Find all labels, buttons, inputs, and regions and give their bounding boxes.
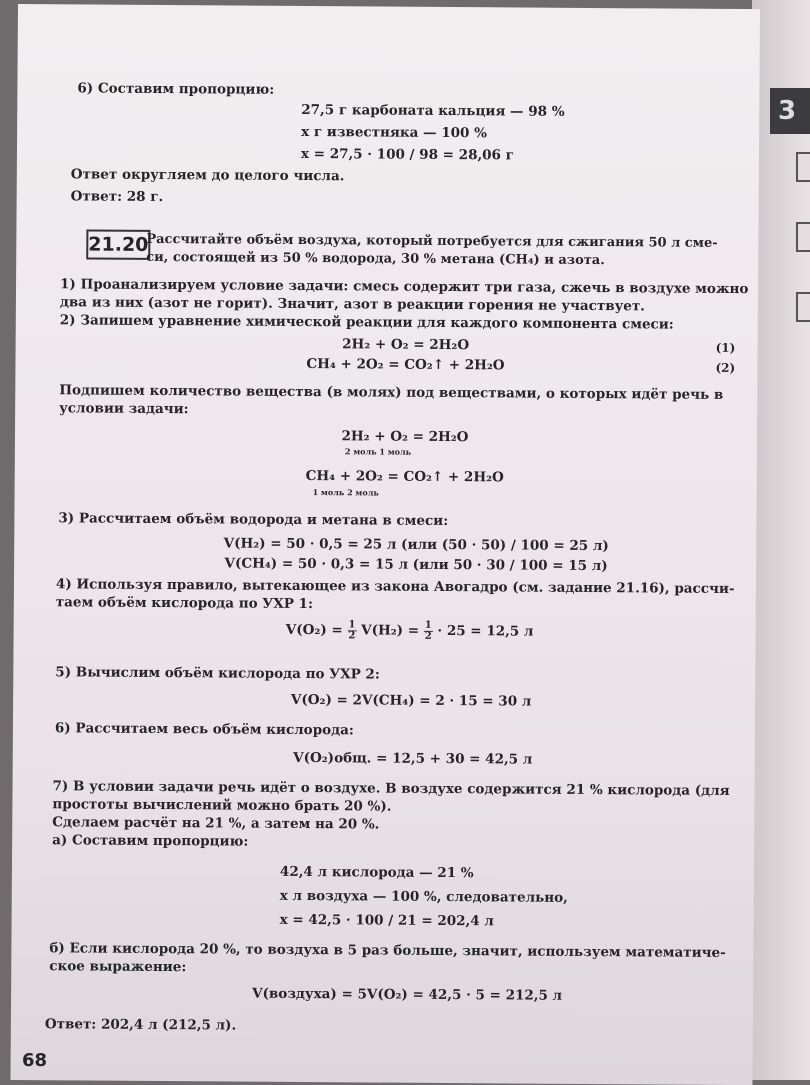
denominator: 2 xyxy=(424,630,432,642)
eq-part: V(H₂) = xyxy=(361,622,420,639)
equation: V(O₂) = 2V(CH₄) = 2 · 15 = 30 л xyxy=(290,691,532,710)
step-text: два из них (азот не горит). Значит, азот в реакции горения не участвует. xyxy=(59,294,645,315)
equation: V(H₂) = 50 · 0,5 = 25 л (или (50 · 50) / 100 = 25 л) xyxy=(223,535,609,555)
answer-text: Ответ: 28 г. xyxy=(70,188,164,206)
step-text: 6) Составим пропорцию: xyxy=(77,80,275,98)
task-number-box: 21.20 xyxy=(86,229,150,259)
denominator: 2 xyxy=(348,630,356,642)
equation-number: (1) xyxy=(715,340,736,356)
step-text: 5) Вычислим объём кислорода по УХР 2: xyxy=(55,664,380,683)
chapter-tab: 3 xyxy=(770,88,810,134)
note-text: Ответ округляем до целого числа. xyxy=(70,166,345,185)
equation: 2H₂ + O₂ = 2H₂O xyxy=(342,336,470,354)
proportion-line: x = 27,5 · 100 / 98 = 28,06 г xyxy=(300,145,515,164)
textbook-page xyxy=(10,4,759,1085)
step-text: 1) Проанализируем условие задачи: смесь содержит три газа, сжечь в воздухе можно xyxy=(59,276,749,298)
step-text: таем объём кислорода по УХР 1: xyxy=(55,594,314,613)
fraction xyxy=(347,620,356,641)
task-text: Рассчитайте объём воздуха, который потребуется для сжигания 50 л сме- xyxy=(146,231,718,251)
step-text: простоты вычислений можно брать 20 %). xyxy=(52,796,392,815)
proportion-line: x г известняка — 100 % xyxy=(301,123,488,142)
step-text: условии задачи: xyxy=(59,400,189,418)
step-text: 6) Рассчитаем весь объём кислорода: xyxy=(54,720,354,739)
equation: V(CH₄) = 50 · 0,3 = 15 л (или 50 · 30 / 100 = 15 л) xyxy=(224,555,608,575)
numerator: 1 xyxy=(348,619,356,631)
step-text: Сделаем расчёт на 21 %, а затем на 20 %. xyxy=(52,814,380,833)
mole-label: 1 моль 2 моль xyxy=(312,487,379,498)
margin-box xyxy=(796,222,810,252)
numerator: 1 xyxy=(424,619,432,631)
step-text: а) Составим пропорцию: xyxy=(52,832,249,850)
equation: 2H₂ + O₂ = 2H₂O xyxy=(341,428,469,446)
equation: CH₄ + 2O₂ = CO₂↑ + 2H₂O xyxy=(305,468,504,486)
proportion-line: 27,5 г карбоната кальция — 98 % xyxy=(301,101,565,120)
proportion-line: x л воздуха — 100 %, следовательно, xyxy=(279,887,568,906)
page-number: 68 xyxy=(22,1050,48,1071)
equation: V(O₂)общ. = 12,5 + 30 = 42,5 л xyxy=(293,749,533,768)
step-text: б) Если кислорода 20 %, то воздуха в 5 раз больше, значит, используем математиче- xyxy=(49,940,726,961)
answer-text: Ответ: 202,4 л (212,5 л). xyxy=(44,1016,237,1034)
step-text: 7) В условии задачи речь идёт о воздухе. В воздухе содержится 21 % кислорода (для xyxy=(52,778,730,799)
margin-box xyxy=(796,292,810,322)
equation-number: (2) xyxy=(715,360,736,376)
step-text: ское выражение: xyxy=(49,958,187,976)
task-text: си, состоящей из 50 % водорода, 30 % метана (CH₄) и азота. xyxy=(146,249,605,269)
eq-part: · 25 = 12,5 л xyxy=(437,622,534,640)
mole-label: 2 моль 1 моль xyxy=(344,446,412,457)
step-text: 4) Используя правило, вытекающее из закона Авогадро (см. задание 21.16), рассчи- xyxy=(55,576,735,598)
equation xyxy=(286,620,534,643)
step-text: Подпишем количество вещества (в молях) под веществами, о которых идёт речь в xyxy=(59,382,724,403)
equation: V(воздуха) = 5V(O₂) = 42,5 · 5 = 212,5 л xyxy=(252,985,563,1004)
margin-box xyxy=(796,152,810,182)
step-text: 3) Рассчитаем объём водорода и метана в смеси: xyxy=(58,510,449,530)
fraction xyxy=(424,621,433,642)
eq-part: V(O₂) = xyxy=(285,621,343,639)
proportion-line: 42,4 л кислорода — 21 % xyxy=(279,863,474,882)
step-text: 2) Запишем уравнение химической реакции для каждого компонента смеси: xyxy=(59,312,674,333)
equation: CH₄ + 2O₂ = CO₂↑ + 2H₂O xyxy=(306,356,505,374)
proportion-line: x = 42,5 · 100 / 21 = 202,4 л xyxy=(279,911,494,930)
